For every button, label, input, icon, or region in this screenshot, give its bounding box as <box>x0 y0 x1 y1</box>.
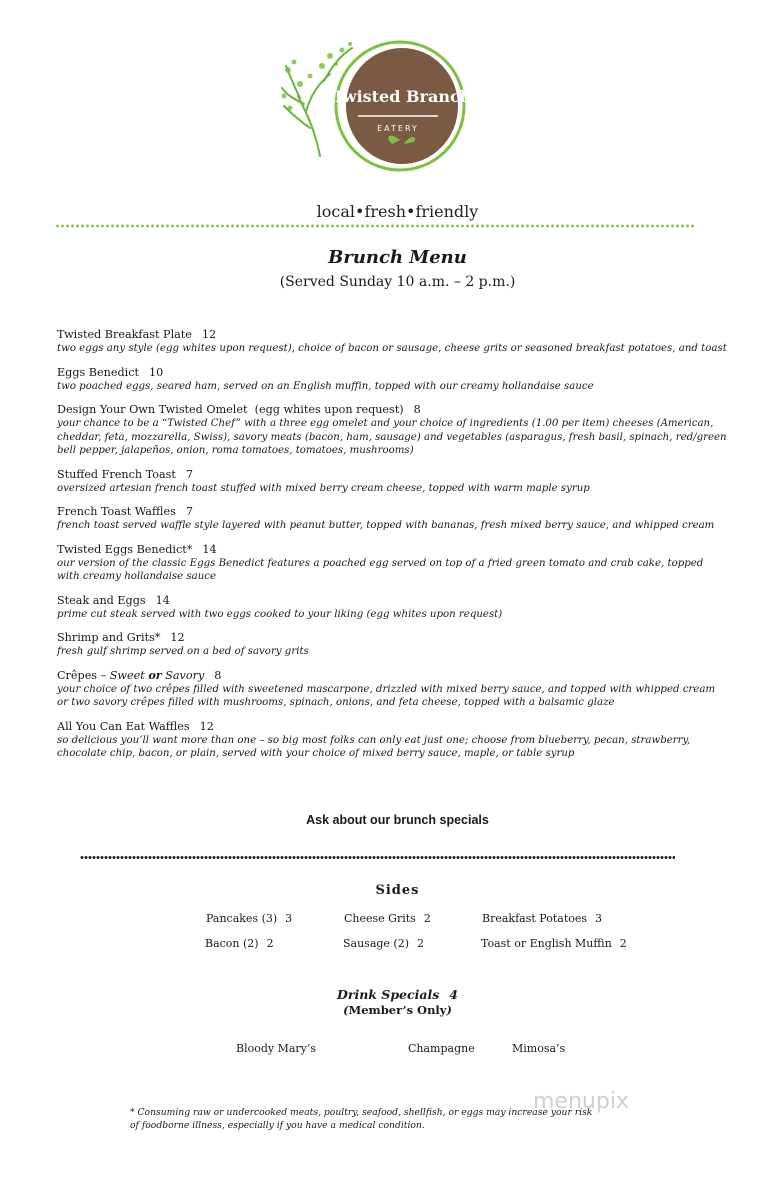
item-price: 14 <box>155 593 170 607</box>
item-name-part: Savory <box>161 668 205 682</box>
side-name: Sausage (2) <box>343 937 410 950</box>
item-description: two eggs any style (egg whites upon request), choice of bacon or sausage, cheese grits or seasoned breakfast potatoes, and toast <box>57 343 727 354</box>
side-name: Toast or English Muffin <box>481 937 612 950</box>
item-name-part: or <box>148 667 162 682</box>
menu-item <box>57 467 727 496</box>
served-hours: (Served Sunday 10 a.m. – 2 p.m.) <box>279 274 516 290</box>
side-price: 2 <box>619 937 627 950</box>
side-name: Cheese Grits <box>344 912 416 925</box>
side-name: Pancakes (3) <box>206 912 278 925</box>
menu-item <box>57 719 727 761</box>
drink-item: Mimosa’s <box>512 1042 566 1055</box>
tagline: local•fresh•friendly <box>316 202 479 221</box>
side-item <box>343 937 424 950</box>
item-name: Stuffed French Toast <box>57 467 176 481</box>
side-name: Bacon (2) <box>205 937 259 950</box>
members-text: Member’s Only <box>348 1003 447 1017</box>
side-item <box>481 937 627 950</box>
drink-price: 4 <box>449 987 458 1002</box>
item-description: oversized artesian french toast stuffed with mixed berry cream cheese, topped with warm maple syrup <box>57 482 590 494</box>
menu-item <box>57 542 727 584</box>
side-item <box>206 912 292 925</box>
black-dotted-divider <box>80 855 675 860</box>
menu-item <box>57 327 727 356</box>
members-only-note <box>0 1003 768 1017</box>
item-description: so delicious you’ll want more than one – so big most folks can only eat just one; choose from blueberry, pecan, strawberry, chocolate chip, bacon, or plain, served with your choice of mixed berry sauce, maple, or table syrup <box>57 734 691 759</box>
item-name: Eggs Benedict <box>57 365 139 379</box>
twisted-branch-logo <box>280 36 480 176</box>
item-price: 12 <box>170 631 185 644</box>
side-price: 3 <box>285 912 293 925</box>
item-price: 7 <box>185 505 193 518</box>
side-price: 2 <box>417 937 425 950</box>
item-price: 14 <box>202 542 217 556</box>
drink-item: Champagne <box>408 1042 475 1055</box>
item-name: Shrimp and Grits* <box>57 631 161 644</box>
item-name: Design Your Own Twisted Omelet (egg whites upon request) <box>57 403 404 416</box>
item-price: 12 <box>199 719 214 733</box>
sides-title: Sides <box>375 883 420 898</box>
menu-item <box>57 365 727 394</box>
side-price: 3 <box>595 912 603 925</box>
side-item <box>205 937 274 950</box>
brunch-specials-note: Ask about our brunch specials <box>306 813 489 827</box>
item-description: french toast served waffle style layered with peanut butter, topped with bananas, fresh mixed berry sauce, and whipped cream <box>57 520 715 531</box>
health-footnote: * Consuming raw or undercooked meats, poultry, seafood, shellfish, or eggs may increase your risk of foodborne illness, especially if you have a medical condition. <box>130 1107 593 1131</box>
side-item <box>482 912 602 925</box>
drink-specials-title <box>0 987 768 1002</box>
item-description: our version of the classic Eggs Benedict features a poached egg served on top of a fried green tomato and crab cake, topped with creamy hollandaise sauce <box>57 557 704 582</box>
item-name: French Toast Waffles <box>57 505 176 518</box>
item-price: 8 <box>413 403 421 416</box>
drink-item: Bloody Mary’s <box>236 1042 317 1055</box>
menu-item <box>57 668 727 710</box>
members-open-paren: ( <box>343 1003 349 1017</box>
item-price: 12 <box>201 328 217 341</box>
item-price: 7 <box>185 467 193 481</box>
side-name: Breakfast Potatoes <box>482 912 588 925</box>
item-description: prime cut steak served with two eggs cooked to your liking (egg whites upon request) <box>57 608 503 620</box>
item-name-part: Sweet <box>109 668 149 682</box>
item-description-2: or two savory crêpes filled with mushrooms, spinach, onions, and feta cheese, topped with a balsamic glaze <box>57 697 615 708</box>
members-close-paren: ) <box>446 1003 452 1017</box>
item-name: Steak and Eggs <box>57 593 146 607</box>
watermark: menupix <box>533 1089 629 1114</box>
drink-title-text: Drink Specials <box>337 987 440 1002</box>
side-price: 2 <box>266 937 274 950</box>
side-item <box>344 912 431 925</box>
menu-item <box>57 630 727 659</box>
item-name: Twisted Eggs Benedict* <box>57 542 193 556</box>
menu-items <box>57 327 727 770</box>
menu-item <box>57 504 727 533</box>
item-name: All You Can Eat Waffles <box>57 719 190 733</box>
item-name-part: Crêpes – <box>57 668 110 682</box>
menu-item <box>57 402 727 458</box>
item-description: two poached eggs, seared ham, served on an English muffin, topped with our creamy hollandaise sauce <box>57 380 594 392</box>
menu-title: Brunch Menu <box>328 247 467 268</box>
item-name: Twisted Breakfast Plate <box>57 328 192 341</box>
menu-item <box>57 593 727 622</box>
side-price: 2 <box>423 912 431 925</box>
logo-name: Twisted Branch <box>332 87 472 106</box>
item-description: your chance to be a “Twisted Chef” with a three egg omelet and your choice of ingredients (1.00 per item) cheeses (American, cheddar, feta, mozzarella, Swiss), savory meats (bacon, ham, sausage) and vegetables (asparagus, fresh basil, spinach, red/green bell pepper, jalapeños, onion, roma tomatoes, tomatoes, mushrooms) <box>57 418 727 456</box>
item-price: 10 <box>148 365 164 379</box>
item-description: your choice of two crêpes filled with sweetened mascarpone, drizzled with mixed berry sauce, and topped with whipped cream <box>57 683 716 695</box>
item-price: 8 <box>214 668 222 682</box>
green-dotted-divider <box>55 224 695 228</box>
logo-sub: EATERY <box>377 124 419 133</box>
item-description: fresh gulf shrimp served on a bed of savory grits <box>57 646 309 657</box>
